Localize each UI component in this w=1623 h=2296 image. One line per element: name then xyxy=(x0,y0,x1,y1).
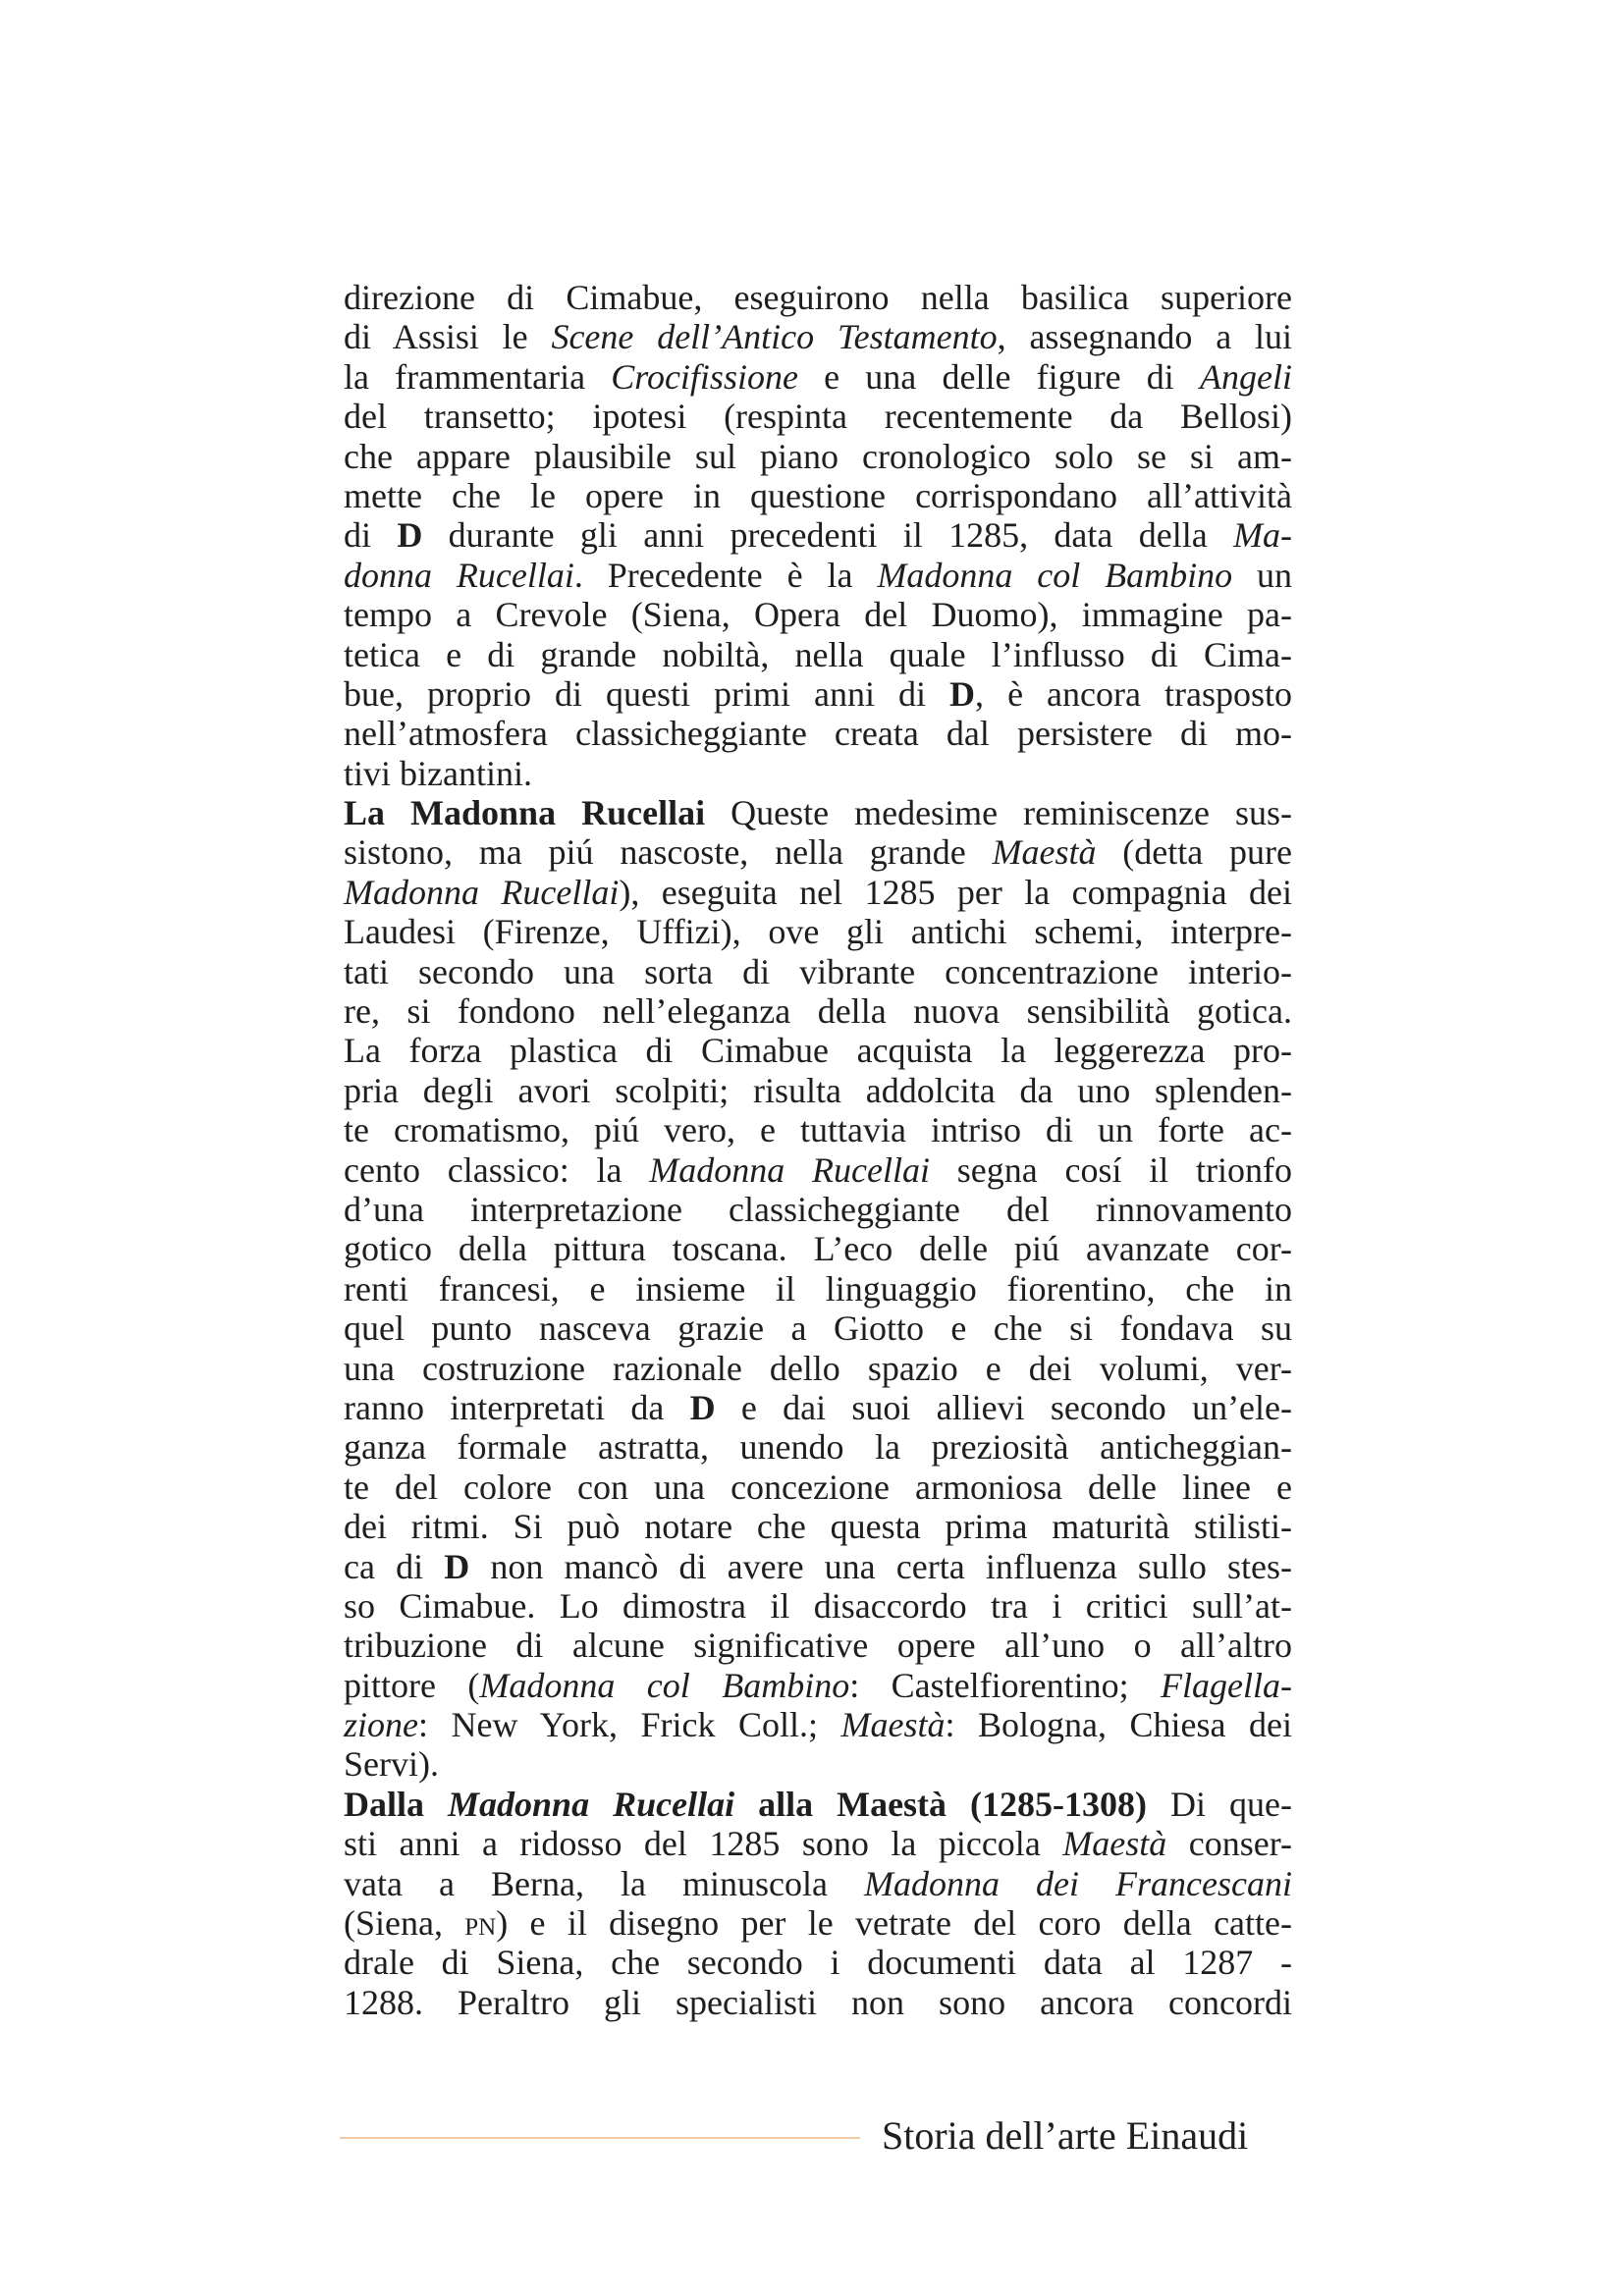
text-line xyxy=(344,278,1292,317)
text-segment: Madonna Rucellai xyxy=(344,872,620,912)
text-segment: una costruzione razionale dello spazio e dei volumi, ver- xyxy=(344,1348,1292,1388)
text-segment: : Bologna, Chiesa dei xyxy=(945,1705,1292,1745)
text-line xyxy=(344,1586,1292,1626)
text-line xyxy=(344,635,1292,674)
text-line xyxy=(344,1110,1292,1149)
text-segment: Maestà xyxy=(1062,1824,1167,1864)
text-segment: Maestà xyxy=(992,832,1097,873)
text-line xyxy=(344,595,1292,634)
text-segment: Angeli xyxy=(1200,356,1292,397)
text-segment: gotico della pittura toscana. L’eco delle piú avanzate cor- xyxy=(344,1229,1292,1269)
text-segment: quel punto nasceva grazie a Giotto e che si fondava su xyxy=(344,1308,1292,1349)
text-segment: la frammentaria xyxy=(344,356,612,397)
text-line xyxy=(344,1388,1292,1427)
text-line xyxy=(344,1744,1292,1784)
text-segment: D xyxy=(949,673,976,714)
text-line xyxy=(344,1507,1292,1546)
text-segment: Laudesi (Firenze, Uffizi), ove gli antichi schemi, interpre- xyxy=(344,912,1292,952)
text-segment: so Cimabue. Lo dimostra il disaccordo tra i critici sull’at- xyxy=(344,1585,1292,1626)
body-text xyxy=(344,278,1292,2022)
text-line xyxy=(344,1903,1292,1943)
text-segment: dei ritmi. Si può notare che questa prima maturità stilisti- xyxy=(344,1507,1292,1547)
text-line xyxy=(344,1349,1292,1388)
text-segment: D xyxy=(397,515,423,556)
text-segment: di xyxy=(344,515,398,556)
text-segment: pn xyxy=(464,1903,497,1944)
text-segment: re, si fondono nell’eleganza della nuova sensibilità gotica. xyxy=(344,991,1292,1032)
text-segment: Servi). xyxy=(344,1744,439,1785)
text-segment: pria degli avori scolpiti; risulta addolcita da uno splenden- xyxy=(344,1070,1292,1110)
text-line xyxy=(344,1031,1292,1070)
text-segment: segna cosí il trionfo xyxy=(929,1149,1292,1190)
text-segment: mette che le opere in questione corrispondano all’attività xyxy=(344,475,1292,515)
text-segment: Crocifissione xyxy=(611,356,798,397)
text-line xyxy=(344,556,1292,595)
text-segment: Madonna col Bambino xyxy=(479,1665,850,1705)
text-line xyxy=(344,952,1292,991)
text-line xyxy=(344,1824,1292,1863)
text-line xyxy=(344,1150,1292,1190)
footer-publisher-label: Storia dell’arte Einaudi xyxy=(882,2113,1249,2158)
text-segment: , assegnando a lui xyxy=(997,317,1292,357)
text-line xyxy=(344,1229,1292,1268)
text-segment: del transetto; ipotesi (respinta recentemente da Bellosi) xyxy=(344,397,1292,437)
text-segment: (detta pure xyxy=(1096,832,1293,873)
text-segment: D xyxy=(444,1546,470,1586)
text-line xyxy=(344,1705,1292,1744)
text-segment: zione xyxy=(344,1705,418,1745)
text-line xyxy=(344,793,1292,832)
text-line xyxy=(344,1983,1292,2022)
text-segment: tivi bizantini. xyxy=(344,753,532,793)
text-segment: : Castelfiorentino; xyxy=(849,1665,1162,1705)
text-segment: Maestà xyxy=(840,1705,946,1745)
text-segment: , è ancora trasposto xyxy=(975,673,1292,714)
text-segment: Dalla xyxy=(344,1784,449,1824)
text-segment: durante gli anni precedenti il 1285, data della xyxy=(422,515,1234,556)
text-line xyxy=(344,1666,1292,1705)
text-segment: alla Maestà (1285-1308) xyxy=(734,1784,1148,1824)
text-line xyxy=(344,1190,1292,1229)
text-segment: Di que- xyxy=(1147,1784,1292,1824)
text-line xyxy=(344,1785,1292,1824)
text-segment: tati secondo una sorta di vibrante concentrazione interio- xyxy=(344,951,1292,991)
text-segment: . Precedente è la xyxy=(573,555,878,595)
text-line xyxy=(344,714,1292,753)
text-segment: La forza plastica di Cimabue acquista la leggerezza pro- xyxy=(344,1031,1292,1071)
text-line xyxy=(344,357,1292,397)
text-segment: conser- xyxy=(1166,1824,1292,1864)
text-segment: tribuzione di alcune significative opere all’uno o all’altro xyxy=(344,1626,1292,1666)
text-segment: tetica e di grande nobiltà, nella quale l’influsso di Cima- xyxy=(344,634,1292,674)
text-line xyxy=(344,754,1292,793)
text-line xyxy=(344,437,1292,476)
text-segment: d’una interpretazione classicheggiante del rinnovamento xyxy=(344,1189,1292,1229)
text-line xyxy=(344,317,1292,356)
text-segment: te cromatismo, piú vero, e tuttavia intriso di un forte ac- xyxy=(344,1110,1292,1150)
text-line xyxy=(344,515,1292,555)
text-line xyxy=(344,476,1292,515)
text-segment: un xyxy=(1232,555,1292,595)
text-segment: Madonna col Bambino xyxy=(877,555,1233,595)
text-segment: che appare plausibile sul piano cronologico solo se si am- xyxy=(344,436,1292,476)
text-line xyxy=(344,1071,1292,1110)
text-segment: e dai suoi allievi secondo un’ele- xyxy=(715,1387,1292,1427)
text-segment: La Madonna Rucellai xyxy=(344,793,706,833)
text-segment: ranno interpretati da xyxy=(344,1387,690,1427)
text-line xyxy=(344,832,1292,872)
footer-rule xyxy=(340,2137,860,2139)
text-line xyxy=(344,397,1292,436)
text-line xyxy=(344,1626,1292,1665)
text-line xyxy=(344,912,1292,951)
text-segment: : New York, Frick Coll.; xyxy=(418,1705,841,1745)
text-segment: ) e il disegno per le vetrate del coro della catte- xyxy=(496,1903,1293,1944)
text-line xyxy=(344,991,1292,1031)
text-segment: Ma- xyxy=(1233,515,1292,556)
text-segment: direzione di Cimabue, eseguirono nella basilica superiore xyxy=(344,278,1292,317)
text-segment: ganza formale astratta, unendo la preziosità anticheggian- xyxy=(344,1427,1292,1468)
text-segment: pittore ( xyxy=(344,1665,480,1705)
text-segment: sti anni a ridosso del 1285 sono la piccola xyxy=(344,1824,1063,1864)
text-line xyxy=(344,1468,1292,1507)
text-line xyxy=(344,1864,1292,1903)
text-segment: tempo a Crevole (Siena, Opera del Duomo), immagine pa- xyxy=(344,595,1292,635)
text-segment: bue, proprio di questi primi anni di xyxy=(344,673,950,714)
text-segment: sistono, ma piú nascoste, nella grande xyxy=(344,832,993,873)
text-segment: Scene dell’Antico Testamento xyxy=(551,317,998,357)
text-segment: 1288. Peraltro gli specialisti non sono ancora concordi xyxy=(344,1982,1292,2022)
text-segment: te del colore con una concezione armoniosa delle linee e xyxy=(344,1467,1292,1507)
text-segment: cento classico: la xyxy=(344,1149,650,1190)
text-line xyxy=(344,674,1292,714)
text-segment: ), eseguita nel 1285 per la compagnia dei xyxy=(619,872,1292,912)
text-segment: Madonna dei Francescani xyxy=(864,1863,1292,1903)
text-segment: non mancò di avere una certa influenza sullo stes- xyxy=(469,1546,1292,1586)
text-segment: di Assisi le xyxy=(344,317,552,357)
text-line xyxy=(344,1308,1292,1348)
text-segment: vata a Berna, la minuscola xyxy=(344,1863,865,1903)
text-segment: (Siena, xyxy=(344,1903,465,1944)
text-segment: drale di Siena, che secondo i documenti data al 1287 - xyxy=(344,1943,1292,1983)
text-segment: Queste medesime reminiscenze sus- xyxy=(705,793,1292,833)
text-segment: donna Rucellai xyxy=(344,555,574,595)
text-line xyxy=(344,873,1292,912)
text-segment: Madonna Rucellai xyxy=(448,1784,735,1824)
text-segment: renti francesi, e insieme il linguaggio fiorentino, che in xyxy=(344,1268,1292,1308)
text-segment: nell’atmosfera classicheggiante creata dal persistere di mo- xyxy=(344,714,1292,754)
text-segment: D xyxy=(689,1387,716,1427)
text-segment: Flagella- xyxy=(1161,1665,1292,1705)
text-line xyxy=(344,1269,1292,1308)
text-line xyxy=(344,1943,1292,1982)
text-segment: Madonna Rucellai xyxy=(649,1149,930,1190)
text-line xyxy=(344,1427,1292,1467)
text-segment: ca di xyxy=(344,1546,445,1586)
text-segment: e una delle figure di xyxy=(797,356,1200,397)
text-line xyxy=(344,1547,1292,1586)
